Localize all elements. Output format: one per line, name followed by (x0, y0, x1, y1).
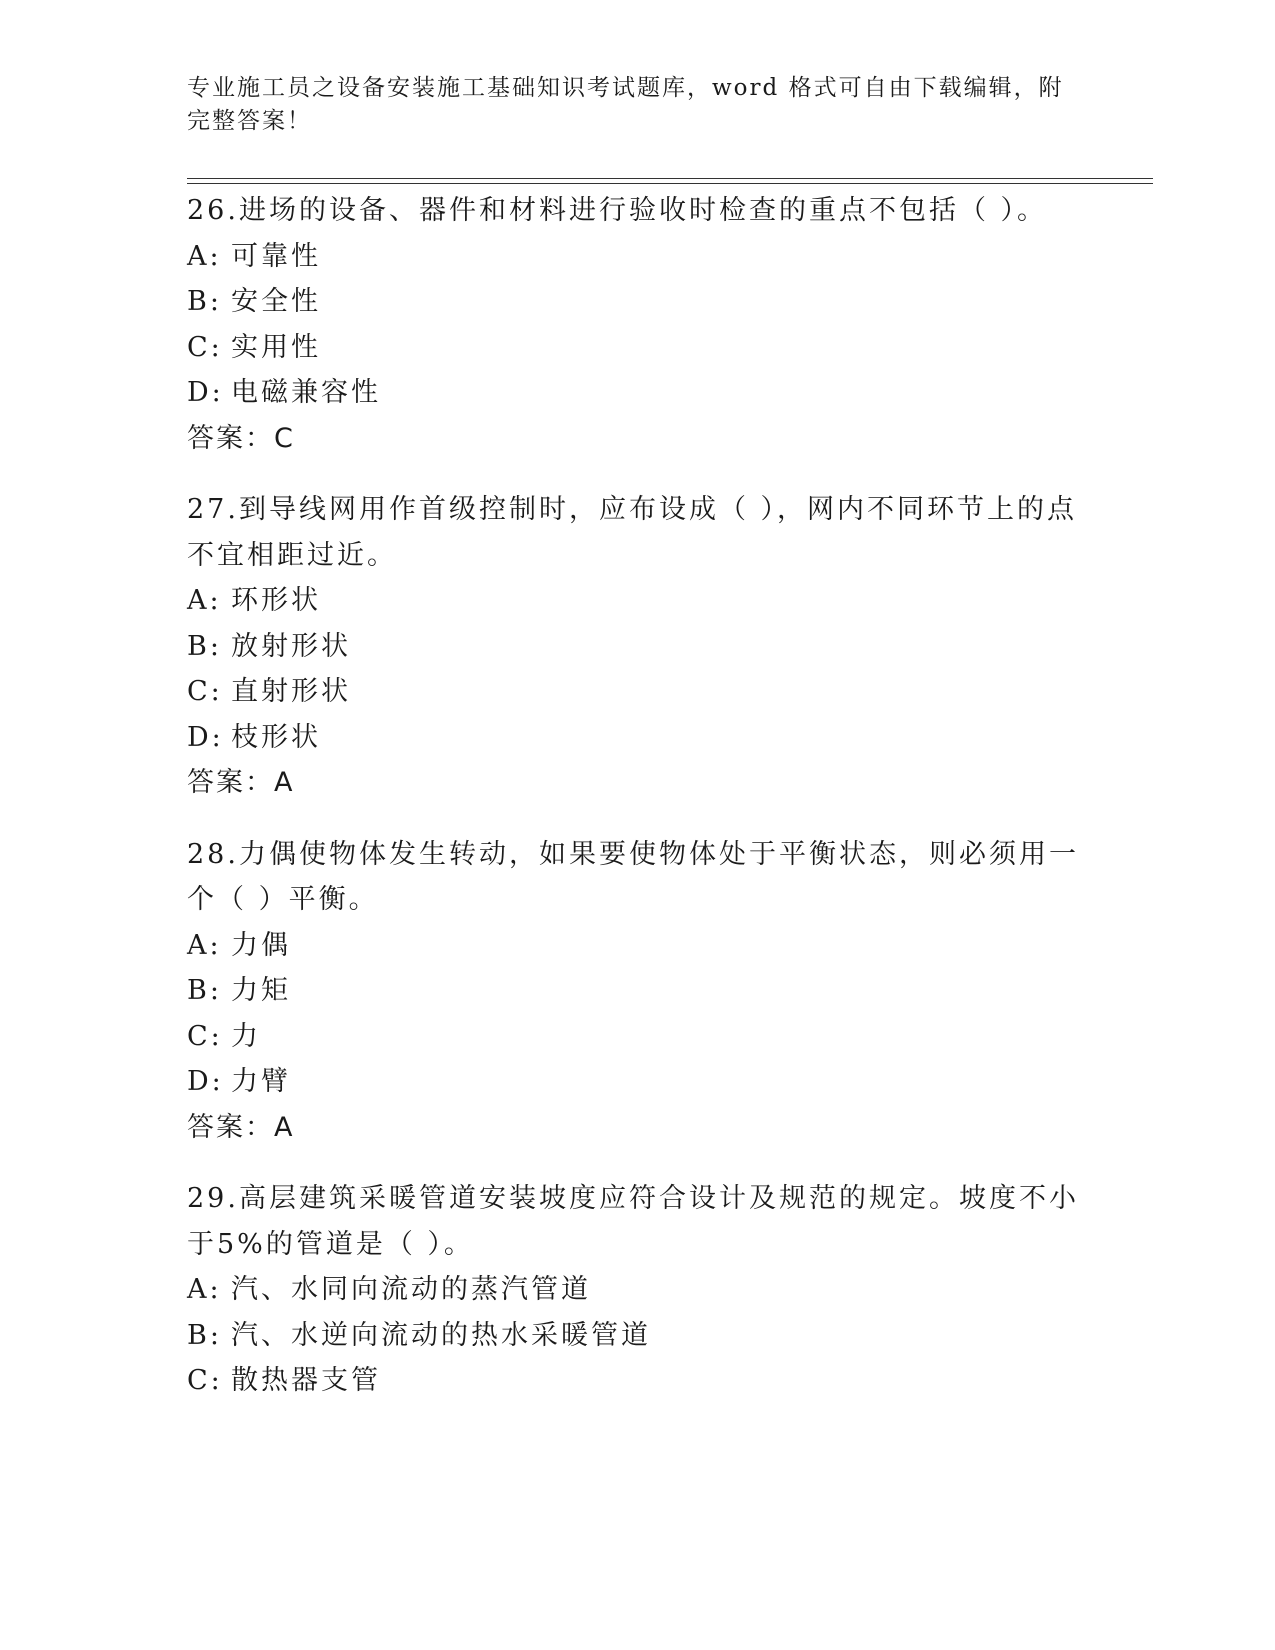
header-title: 专业施工员之设备安装施工基础知识考试题库，word 格式可自由下载编辑，附完整答案！ (187, 75, 1064, 134)
answer-line: 答案：A (187, 767, 295, 798)
option-letter: B: (187, 286, 222, 317)
question-number: 26. (187, 195, 239, 226)
question-27 (187, 487, 1087, 806)
question-stem (187, 487, 1087, 578)
option-a (187, 923, 1087, 969)
option-letter: B: (187, 975, 222, 1006)
option-letter: D: (187, 721, 224, 753)
question-text: 力偶使物体发生转动，如果要使物体处于平衡状态，则必须用一个（ ）平衡。 (187, 838, 1079, 915)
option-text: 力 (231, 1020, 261, 1052)
question-number: 29. (187, 1183, 239, 1214)
option-text: 可靠性 (231, 240, 321, 272)
question-number: 28. (187, 838, 239, 870)
question-stem (187, 832, 1087, 923)
option-letter: B: (187, 1319, 222, 1351)
question-26 (187, 188, 1087, 461)
option-letter: D: (187, 1066, 224, 1097)
option-d (187, 715, 1087, 761)
option-c (187, 669, 1087, 715)
header-rule-bottom (187, 183, 1153, 184)
option-text: 力矩 (231, 975, 291, 1006)
option-a (187, 234, 1087, 280)
question-stem (187, 188, 1087, 234)
question-stem (187, 1176, 1087, 1267)
option-c (187, 1358, 1087, 1404)
option-letter: C: (187, 1365, 223, 1396)
option-c (187, 325, 1087, 371)
header-rule-top (187, 178, 1153, 179)
option-letter: C: (187, 331, 223, 363)
option-letter: A: (187, 929, 222, 961)
option-d (187, 370, 1087, 416)
option-letter: C: (187, 1020, 223, 1052)
option-text: 汽、水逆向流动的热水采暖管道 (231, 1319, 651, 1351)
option-text: 实用性 (231, 331, 321, 363)
option-text: 放射形状 (231, 630, 351, 662)
option-text: 安全性 (231, 286, 321, 317)
question-29 (187, 1176, 1087, 1404)
option-text: 环形状 (231, 585, 321, 616)
option-letter: A: (187, 1274, 222, 1305)
question-28 (187, 832, 1087, 1151)
option-letter: D: (187, 377, 224, 408)
option-text: 力偶 (231, 929, 291, 961)
option-b (187, 1313, 1087, 1359)
option-letter: B: (187, 630, 222, 662)
option-c (187, 1014, 1087, 1060)
answer-line: 答案：C (187, 422, 295, 454)
option-letter: A: (187, 240, 222, 272)
answer-line: 答案：A (187, 1111, 295, 1143)
option-text: 枝形状 (231, 721, 321, 753)
option-d (187, 1059, 1087, 1105)
option-text: 汽、水同向流动的蒸汽管道 (231, 1274, 591, 1305)
question-list (187, 188, 1087, 1430)
question-text: 到导线网用作首级控制时，应布设成（ ），网内不同环节上的点不宜相距过近。 (187, 494, 1078, 571)
option-text: 力臂 (231, 1066, 291, 1097)
option-letter: C: (187, 676, 223, 707)
option-text: 散热器支管 (231, 1365, 381, 1396)
document-header (187, 72, 1067, 138)
question-text: 高层建筑采暖管道安装坡度应符合设计及规范的规定。坡度不小于5%的管道是（ ）。 (187, 1183, 1079, 1260)
option-b (187, 968, 1087, 1014)
question-text: 进场的设备、器件和材料进行验收时检查的重点不包括（ ）。 (238, 195, 1048, 226)
option-letter: A: (187, 585, 222, 616)
option-b (187, 624, 1087, 670)
option-a (187, 1267, 1087, 1313)
question-number: 27. (187, 494, 239, 525)
option-text: 直射形状 (231, 676, 351, 707)
option-b (187, 279, 1087, 325)
option-a (187, 578, 1087, 624)
option-text: 电磁兼容性 (231, 377, 381, 408)
